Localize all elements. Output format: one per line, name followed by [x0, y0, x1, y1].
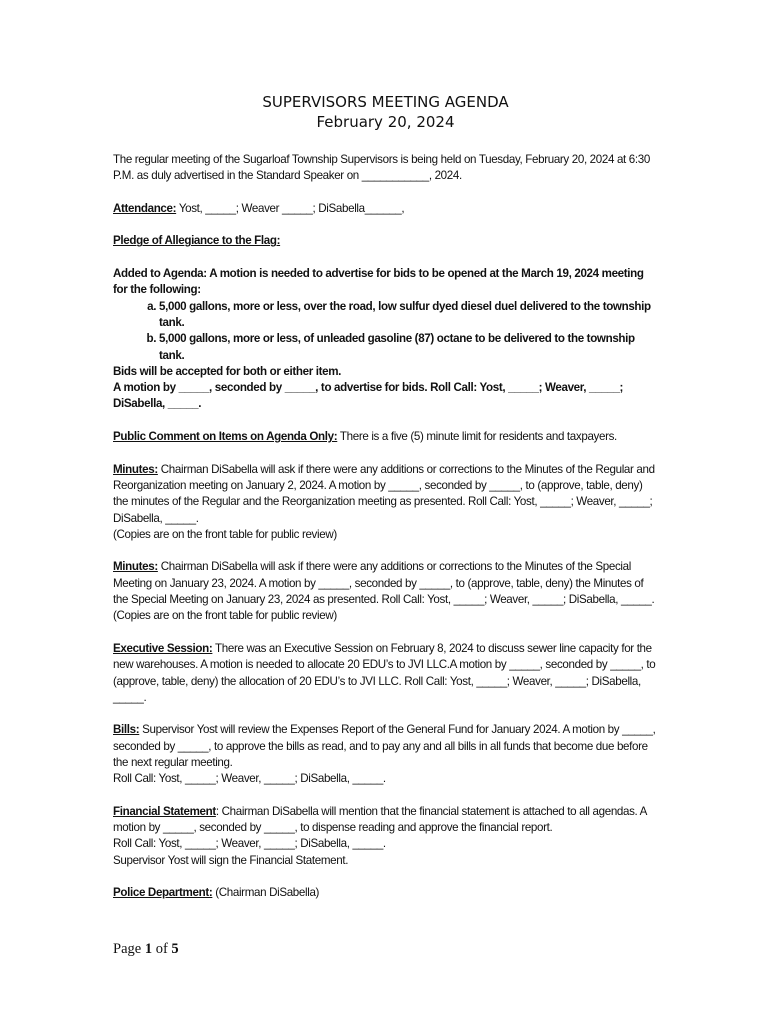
financial-sign: Supervisor Yost will sign the Financial Statement. — [113, 853, 349, 867]
header — [113, 92, 658, 132]
minutes-text: Chairman DiSabella will ask if there were any additions or corrections to the Minutes of the Regular and Reorganization meeting on January 2, 2024. A motion by _____, seconded by _____, to (approve, table, deny) the minutes of the Regular and the Reorganization meeting as presented. Roll Call: Yost, _____; Weaver, _____; DiSabella, _____. — [113, 462, 655, 525]
executive-session-text: There was an Executive Session on February 8, 2024 to discuss sewer line capacity for the new warehouses. A motion is needed to allocate 20 EDU’s to JVI LLC.A motion by _____, seconded by _____, to (approve, table, deny) the allocation of 20 EDU’s to JVI LLC. Roll Call: Yost, _____; Weaver, _____; DiSabella, _____. — [113, 641, 656, 704]
attendance-text: Yost, _____; Weaver _____; DiSabella______, — [176, 201, 405, 215]
financial-statement-label: Financial Statement — [113, 804, 216, 818]
added-items-list — [113, 299, 658, 364]
financial-roll-call: Roll Call: Yost, _____; Weaver, _____; DiSabella, _____. — [113, 837, 386, 851]
current-page-number: 1 — [144, 941, 153, 957]
attendance-section — [113, 201, 658, 217]
bills-roll-call: Roll Call: Yost, _____; Weaver, _____; DiSabella, _____. — [113, 772, 386, 786]
added-item: a. 5,000 gallons, more or less, over the road, low sulfur dyed diesel duel delivered to the township tank. — [159, 299, 658, 332]
added-bids: Bids will be accepted for both or either item. — [113, 364, 342, 378]
executive-session-label: Executive Session: — [113, 641, 213, 655]
public-comment-section — [113, 429, 658, 445]
bills-label: Bills: — [113, 723, 140, 737]
minutes-special-section — [113, 559, 658, 624]
police-section — [113, 885, 658, 901]
document-title: SUPERVISORS MEETING AGENDA — [262, 93, 509, 111]
minutes-text: Chairman DiSabella will ask if there were any additions or corrections to the Minutes of the Special Meeting on January 23, 2024. A motion by _____, seconded by _____, to (approve, table, deny) the Minutes of the Special Meeting on January 23, 2024 as presented. Roll Call: Yost, _____; Weaver, _____; DiSabella, _____. — [113, 560, 655, 607]
financial-statement-section — [113, 804, 658, 869]
bills-text: Supervisor Yost will review the Expenses Report of the General Fund for January 2024. A motion by _____, seconded by _____, to approve the bills as read, and to pay any and all bills in all funds that become due before the next regular meeting. — [113, 723, 656, 769]
document-body — [113, 92, 658, 918]
public-comment-text: There is a five (5) minute limit for residents and taxpayers. — [337, 430, 617, 444]
total-pages-number: 5 — [171, 941, 179, 957]
page-number: Page 1 of 5 — [113, 941, 179, 957]
police-text: (Chairman DiSabella) — [212, 886, 320, 900]
added-to-agenda-section — [113, 266, 658, 413]
pledge-section — [113, 233, 658, 249]
executive-session-section — [113, 641, 658, 706]
minutes-label: Minutes: — [113, 462, 158, 476]
police-label: Police Department: — [113, 886, 213, 900]
attendance-label: Attendance: — [113, 201, 177, 215]
added-intro: Added to Agenda: A motion is needed to advertise for bids to be opened at the March 19, 2024 meeting for the following: — [113, 267, 644, 297]
minutes-regular-section — [113, 462, 658, 543]
pledge-label: Pledge of Allegiance to the Flag: — [113, 234, 281, 248]
minutes-note: (Copies are on the front table for public review) — [113, 609, 337, 623]
bills-section — [113, 722, 658, 787]
financial-statement-text: : Chairman DiSabella will mention that the financial statement is attached to all agendas. A motion by _____, seconded by _____, to dispense reading and approve the financial report. — [113, 804, 647, 835]
minutes-label: Minutes: — [113, 560, 158, 574]
intro-paragraph: The regular meeting of the Sugarloaf Township Supervisors is being held on Tuesday, February 20, 2024 at 6:30 P.M. as duly advertised in the Standard Speaker on ___________, 2024. — [113, 153, 650, 183]
added-motion: A motion by _____, seconded by _____, to advertise for bids. Roll Call: Yost, _____; Weaver, _____; DiSabella, _____. — [113, 381, 624, 411]
added-item: b. 5,000 gallons, more or less, of unleaded gasoline (87) octane to be delivered to the township tank. — [159, 331, 658, 364]
document-date: February 20, 2024 — [316, 113, 455, 131]
minutes-note: (Copies are on the front table for public review) — [113, 527, 337, 541]
public-comment-label: Public Comment on Items on Agenda Only: — [113, 430, 338, 444]
